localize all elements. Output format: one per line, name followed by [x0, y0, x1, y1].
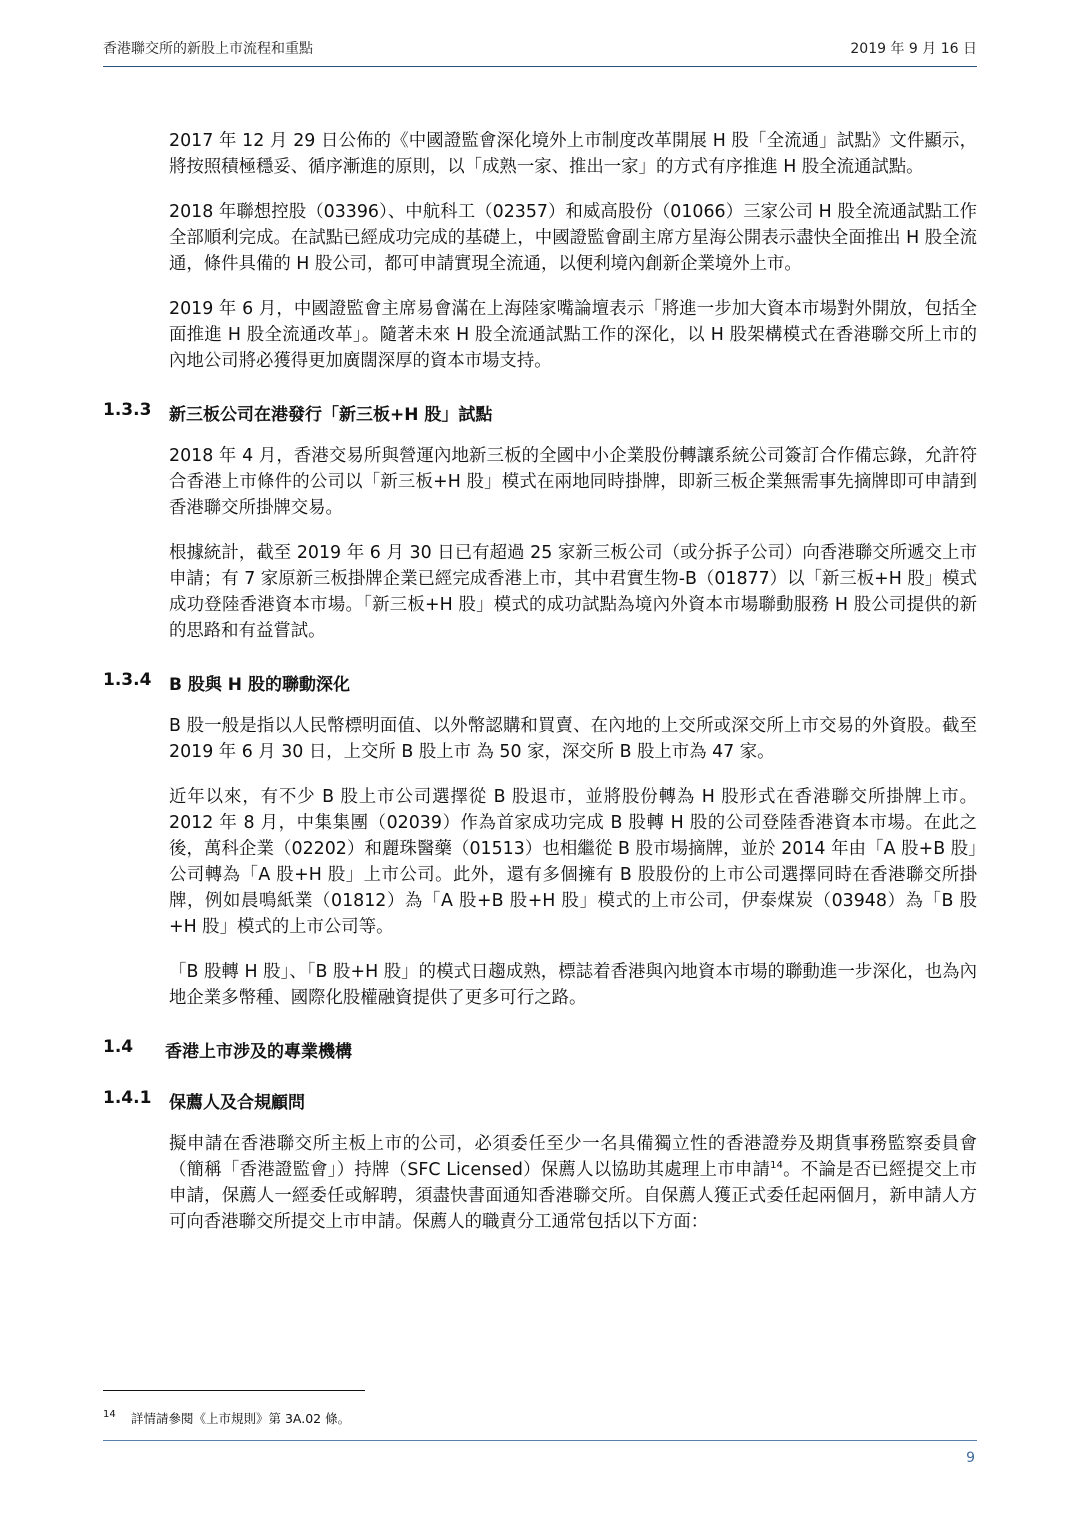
- section-heading-1-3-3: [103, 400, 977, 425]
- section-number: 1.3.3: [103, 400, 152, 420]
- header-divider: [103, 66, 977, 67]
- paragraph-neeq-mou: 2018 年 4 月，香港交易所與營運內地新三板的全國中小企業股份轉讓系統公司簽訂合作備忘錄，允許符合香港上市條件的公司以「新三板+H 股」模式在兩地同時掛牌，即新三板企業無需事先摘牌即可申請到香港聯交所掛牌交易。: [169, 446, 977, 518]
- section-number: 1.4: [103, 1037, 134, 1057]
- page-header: [103, 38, 977, 58]
- footer-divider: [103, 1440, 977, 1441]
- footnote-reference[interactable]: 14: [770, 1160, 783, 1172]
- paragraph-b-share-definition: B 股一般是指以人民幣標明面值、以外幣認購和買賣、在內地的上交所或深交所上市交易的外資股。截至 2019 年 6 月 30 日，上交所 B 股上市 為 50 家，深交所 B 股上市為 47 家。: [169, 716, 977, 762]
- section-heading-1-3-4: [103, 670, 977, 695]
- paragraph-sponsor-requirement: [169, 1131, 977, 1235]
- section-title: 香港上市涉及的專業機構: [165, 1042, 352, 1062]
- paragraph-text-part: 擬申請在香港聯交所主板上市的公司，必須委任至少一名具備獨立性的香港證券及期貨事務監察委員會（簡稱「香港證監會」）持牌（SFC Licensed）保薦人以協助其處理上市申請: [169, 1134, 977, 1180]
- section-number: 1.4.1: [103, 1088, 152, 1108]
- paragraph-b-h-linkage: 「B 股轉 H 股」、「B 股+H 股」的模式日趨成熟，標誌着香港與內地資本市場的聯動進一步深化，也為內地企業多幣種、國際化股權融資提供了更多可行之路。: [169, 962, 977, 1008]
- section-title: B 股與 H 股的聯動深化: [169, 675, 350, 695]
- document-body: [103, 128, 977, 1254]
- footnote-text: 詳情請參閱《上市規則》第 3A.02 條。: [131, 1411, 351, 1426]
- section-title: 新三板公司在港發行「新三板+H 股」試點: [169, 405, 493, 425]
- footnote-divider: [103, 1390, 365, 1391]
- paragraph-csrc-chairman: 2019 年 6 月，中國證監會主席易會滿在上海陸家嘴論壇表示「將進一步加大資本市場對外開放，包括全面推進 H 股全流通改革」。隨著未來 H 股全流通試點工作的深化，以 H 股架構模式在香港聯交所上市的內地公司將必獲得更加廣闊深厚的資本市場支持。: [169, 299, 977, 371]
- footnote-number: 14: [103, 1409, 116, 1420]
- paragraph-text-part: 。不論是否已經提交上市申請，保薦人一經委任或解聘，須盡快書面通知香港聯交所。自保薦人獲正式委任起兩個月，新申請人方可向香港聯交所提交上市申請。保薦人的職責分工通常包括以下方面：: [169, 1160, 977, 1232]
- section-heading-1-4-1: [103, 1088, 977, 1113]
- paragraph-neeq-statistics: 根據統計，截至 2019 年 6 月 30 日已有超過 25 家新三板公司（或分拆子公司）向香港聯交所遞交上市申請；有 7 家原新三板掛牌企業已經完成香港上市，其中君實生物-B（01877）以「新三板+H 股」模式成功登陸香港資本市場。「新三板+H 股」模式的成功試點為境內外資本市場聯動服務 H 股公司提供的新的思路和有益嘗試。: [169, 543, 977, 641]
- section-number: 1.3.4: [103, 670, 152, 690]
- paragraph-full-circulation-pilot: 2017 年 12 月 29 日公佈的《中國證監會深化境外上市制度改革開展 H 股「全流通」試點》文件顯示，將按照積極穩妥、循序漸進的原則，以「成熟一家、推出一家」的方式有序推進 H 股全流通試點。: [169, 131, 977, 177]
- paragraph-b-to-h-conversion: 近年以來，有不少 B 股上市公司選擇從 B 股退市，並將股份轉為 H 股形式在香港聯交所掛牌上市。2012 年 8 月，中集集團（02039）作為首家成功完成 B 股轉 H 股的公司登陸香港資本市場。在此之後，萬科企業（02202）和麗珠醫藥（01513）也相繼從 B 股市場摘牌，並於 2014 年由「A 股+B 股」公司轉為「A 股+H 股」上市公司。此外，還有多個擁有 B 股股份的上市公司選擇同時在香港聯交所掛牌，例如晨鳴紙業（01812）為「A 股+B 股+H 股」模式的上市公司，伊泰煤炭（03948）為「B 股+H 股」模式的上市公司等。: [169, 787, 977, 937]
- footnote: [103, 1409, 350, 1427]
- section-heading-1-4: [103, 1037, 977, 1062]
- document-title: 香港聯交所的新股上市流程和重點: [103, 41, 313, 57]
- page-number: 9: [966, 1450, 975, 1466]
- section-title: 保薦人及合規顧問: [169, 1093, 305, 1113]
- paragraph-pilot-completion: 2018 年聯想控股（03396）、中航科工（02357）和威高股份（01066）三家公司 H 股全流通試點工作全部順利完成。在試點已經成功完成的基礎上，中國證監會副主席方星海公開表示盡快全面推出 H 股全流通，條件具備的 H 股公司，都可申請實現全流通，以便利境內創新企業境外上市。: [169, 202, 977, 274]
- document-date: 2019 年 9 月 16 日: [850, 41, 977, 57]
